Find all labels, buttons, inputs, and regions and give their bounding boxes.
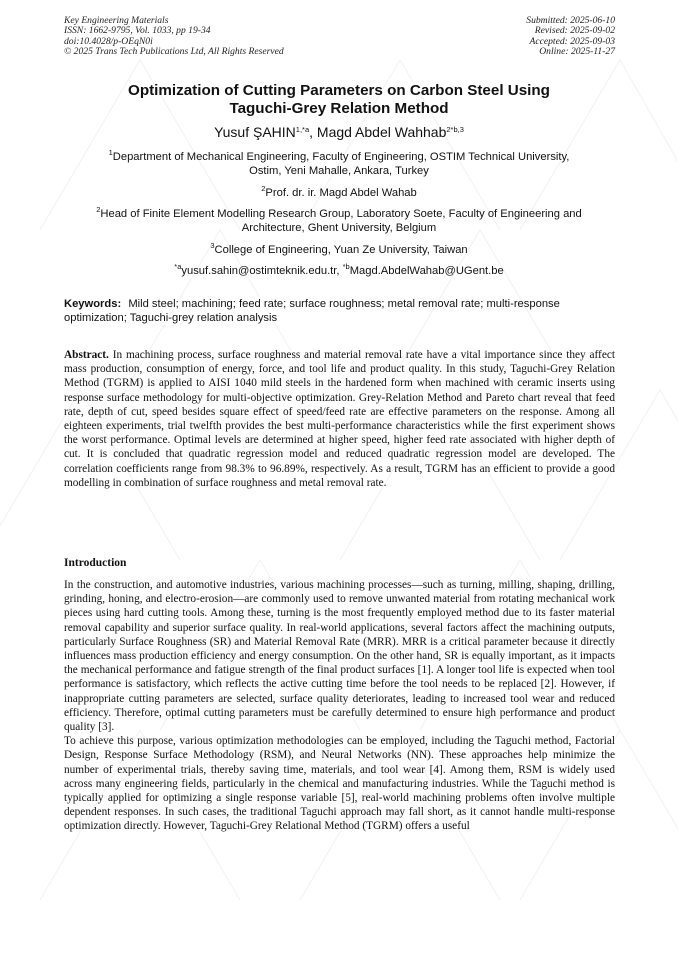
affiliation-text: Department of Mechanical Engineering, Faculty of Engineering, OSTIM Technical University, <box>112 151 570 163</box>
email-line <box>64 264 614 278</box>
doi: doi:10.4028/p-OEqN0i <box>64 35 153 47</box>
email-link[interactable]: yusuf.sahin@ostimteknik.edu.tr <box>181 265 337 277</box>
keywords-block <box>64 297 616 326</box>
introduction-body <box>64 578 615 834</box>
affiliation-text: Prof. dr. ir. Magd Abdel Wahab <box>265 187 417 199</box>
abstract-text: In machining process, surface roughness and material removal rate have a vital importance since they affect mass production, consumption of energy, force, and tool life and product quality. In this study, Taguchi-Grey Relation Method (TGRM) is applied to AISI 1040 mild steels in the hardened form when machined with ceramic inserts using response surface methodology for multi-objective optimization. Grey-Relation Method and Pareto chart reveal that feed rate, depth of cut, speed besides square effect of speed/feed rate are effective parameters on the response. Among all eighteen experiments, trial twelfth provides the best multi-performance characteristics while the first experiment shows the worst performance. Optimal levels are determined at higher speed, higher feed rate associated with higher depth of cut. It is concluded that quadratic regression model and reduced quadratic regression model are developed. The correlation coefficients range from 98.3% to 96.89%, respectively. As a result, TGRM has an efficient to provide a good modelling in combination of surface roughness and metal removal rate. <box>64 349 615 489</box>
paragraph: To achieve this purpose, various optimization methodologies can be employed, including the Taguchi method, Factorial Design, Response Surface Methodology (RSM), and Neural Networks (NN). These approaches help minimize the number of experimental trials, thereby saving time, materials, and tool wear [4]. Among them, RSM is widely used across many engineering fields, particularly in the chemical and manufacturing industries. While the Taguchi method is typically applied for optimizing a single response variable [5], real-world machining problems often involve multiple dependent responses. In such cases, the traditional Taguchi approach may fall short, as it cannot handle multi-response optimization directly. However, Taguchi-Grey Relational Method (TGRM) offers a useful <box>64 735 615 833</box>
journal-name: Key Engineering Materials <box>64 15 169 26</box>
affiliation-2a <box>64 186 614 200</box>
affiliation-text: Architecture, Ghent University, Belgium <box>241 222 437 235</box>
author-separator: , <box>309 124 317 140</box>
affiliation-3 <box>64 243 614 257</box>
affiliation-number: 2 <box>261 184 266 193</box>
section-heading-introduction: Introduction <box>64 557 127 569</box>
affiliation-text: Ostim, Yeni Mahalle, Ankara, Turkey <box>249 165 429 178</box>
keywords-text: Mild steel; machining; feed rate; surface roughness; metal removal rate; multi-response optimization; Taguchi-grey relation analysis <box>64 298 560 325</box>
revised-date: Revised: 2025-09-02 <box>534 25 615 37</box>
email-superscript: *a <box>174 262 182 271</box>
abstract-label: Abstract. <box>64 349 109 361</box>
author-name: Magd Abdel Wahhab <box>316 124 447 140</box>
submitted-date: Submitted: 2025-06-10 <box>526 15 615 26</box>
affiliation-text: College of Engineering, Yuan Ze University, Taiwan <box>214 244 468 256</box>
affiliation-number: 3 <box>210 241 215 250</box>
affiliation-number: 1 <box>108 148 113 157</box>
header-left <box>64 16 284 58</box>
online-date: Online: 2025-11-27 <box>539 46 615 58</box>
title-line-1: Optimization of Cutting Parameters on Carbon Steel Using <box>128 82 550 99</box>
abstract-block <box>64 348 615 490</box>
email-link[interactable]: Magd.AbdelWahab@UGent.be <box>349 265 504 277</box>
author-superscript: 2*b,3 <box>446 125 464 134</box>
paragraph: In the construction, and automotive industries, various machining processes—such as turning, milling, shaping, drilling, grinding, honing, and electro-erosion—are commonly used to remove unwanted material from rotating mechanical work pieces using hard cutting tools. Among these, turning is the most frequently employed method due to its faster material removal capability and superior surface quality. In real-world applications, several factors affect the machining outputs, particularly Surface Roughness (SR) and Material Removal Rate (MRR). MRR is a critical parameter because it directly influences mass production efficiency and energy consumption. On the other hand, SR is equally important, as it impacts the mechanical performance and fatigue strength of the final product surfaces [1]. A longer tool life is expected when tool performance is satisfactory, which reflects the active cutting time before the tool needs to be replaced [2]. However, if inappropriate cutting parameters are selected, surface quality deteriorates, leading to increased tool wear and reduced efficiency. Therefore, optimal cutting parameters must be carefully determined to ensure high performance and product quality [3]. <box>64 579 615 734</box>
email-superscript: *b <box>342 262 350 271</box>
author-list <box>64 124 614 141</box>
accepted-date: Accepted: 2025-09-03 <box>529 35 615 47</box>
affiliation-2b <box>64 207 614 236</box>
title-line-2: Taguchi-Grey Relation Method <box>229 100 449 117</box>
author-name: Yusuf ŞAHIN <box>214 124 296 140</box>
author-superscript: 1,*a <box>295 125 310 134</box>
affiliation-1 <box>64 150 614 179</box>
copyright: © 2025 Trans Tech Publications Ltd, All Rights Reserved <box>64 46 284 58</box>
email-separator: , <box>336 265 343 277</box>
paper-title <box>64 82 614 118</box>
affiliation-number: 2 <box>96 205 101 214</box>
keywords-label: Keywords: <box>64 298 122 310</box>
header-right <box>526 16 615 58</box>
affiliation-text: Head of Finite Element Modelling Research Group, Laboratory Soete, Faculty of Engineering and <box>100 208 582 220</box>
issn: ISSN: 1662-9795, Vol. 1033, pp 19-34 <box>64 25 211 37</box>
